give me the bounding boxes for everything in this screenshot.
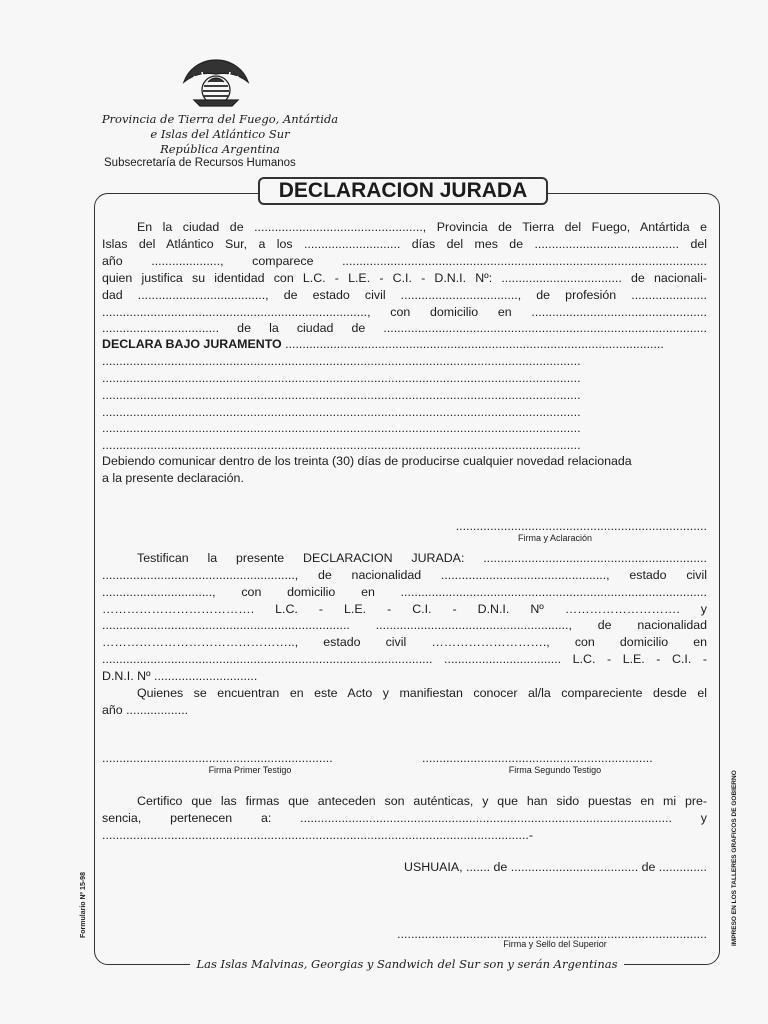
superior-caption: Firma y Sello del Superior	[503, 939, 607, 949]
subsecretaria-label: Subsecretaría de Recursos Humanos	[104, 157, 296, 169]
witness1-caption: Firma Primer Testigo	[208, 765, 292, 775]
witness-line: ……………………………………….., estado civil ………………………., con domicilio en	[102, 635, 707, 649]
witness2-signature-dots: ...................................................................	[422, 751, 653, 765]
body-line: dad ....................................., de estado civil .................................., de profesión ......................	[102, 288, 707, 302]
province-name-line: e Islas del Atlántico Sur	[150, 127, 290, 141]
declara-label: DECLARA BAJO JURAMENTO	[102, 337, 282, 351]
signature-caption: Firma y Aclaración	[517, 533, 593, 543]
declara-line	[102, 336, 707, 353]
notice-line: a la presente declaración.	[102, 471, 244, 485]
signature-dots: .........................................................................	[455, 519, 707, 533]
blank-line: ...........................................................................................................................................	[102, 371, 581, 385]
witness-line: ........................................................................ ........................................................, de nacionalidad	[102, 618, 707, 632]
body-line: ............................................................................., con domicilio en ...................................................	[102, 305, 707, 319]
declara-dots: ..............................................................................................................	[285, 337, 664, 351]
printer-imprint: IMPRESO EN LOS TALLERES GRAFICOS DE GOBIERNO	[731, 770, 738, 946]
witness-line: Testifican la presente DECLARACION JURADA: .................................................................	[137, 551, 707, 565]
body-line: Islas del Atlántico Sur, a los ............................ días del mes de .......................................... del	[102, 237, 707, 251]
country-name: República Argentina	[160, 142, 280, 156]
blank-line: ...........................................................................................................................................	[102, 421, 581, 435]
witness-line: ………………………………. L.C. - L.E. - C.I. - D.N.I. Nº ………………………. y	[102, 602, 707, 616]
form-title: DECLARACION JURADA	[258, 177, 548, 205]
blank-line: ...........................................................................................................................................	[102, 354, 581, 368]
blank-line: ...........................................................................................................................................	[102, 438, 581, 452]
province-name-line: Provincia de Tierra del Fuego, Antártida	[101, 112, 339, 126]
certify-line: sencia, pertenecen a: ............................................................................................................ y	[102, 811, 707, 825]
blank-line: ...........................................................................................................................................	[102, 405, 581, 419]
blank-line: ...........................................................................................................................................	[102, 388, 581, 402]
body-line: .................................. de la ciudad de ..............................................................................................	[102, 321, 707, 335]
witness-line: ........................................................, de nacionalidad ................................................, estado civil	[102, 568, 707, 582]
ushuaia-date-line: USHUAIA, ....... de ..................................... de ..............	[404, 860, 707, 874]
notice-line: Debiendo comunicar dentro de los treinta (30) días de producirse cualquier novedad relacionada	[102, 454, 632, 468]
footer-motto: Las Islas Malvinas, Georgias y Sandwich del Sur son y serán Argentinas	[94, 957, 720, 971]
witness1-signature-dots: ...................................................................	[102, 751, 333, 765]
body-line: En la ciudad de ................................................., Provincia de Tierra del Fuego, Antártida e	[137, 220, 707, 234]
witness-line: Quienes se encuentran en este Acto y manifiestan conocer al/la compareciente desde el	[137, 686, 707, 700]
form-number: Formulario Nº 15-98	[80, 872, 87, 938]
certify-line: ............................................................................................................................-	[102, 828, 533, 842]
superior-signature-dots: ..........................................................................................	[397, 927, 707, 941]
witness-line: año ..................	[102, 703, 189, 717]
witness-line: ................................................................................................ .................................. L.C. - L.E. - C.I. -	[102, 652, 707, 666]
witness-line: ................................, con domicilio en .........................................................................................	[102, 585, 707, 599]
body-line: año ...................., comparece ..........................................................................................................	[102, 254, 707, 268]
body-line: quien justifica su identidad con L.C. - L.E. - C.I. - D.N.I. Nº: ................................... de nacionali-	[102, 271, 707, 285]
witness2-caption: Firma Segundo Testigo	[508, 765, 602, 775]
province-crest-icon	[180, 56, 252, 112]
certify-line: Certifico que las firmas que anteceden son auténticas, y que han sido puestas en mi pre-	[137, 794, 707, 808]
witness-line: D.N.I. Nº ..............................	[102, 669, 258, 683]
